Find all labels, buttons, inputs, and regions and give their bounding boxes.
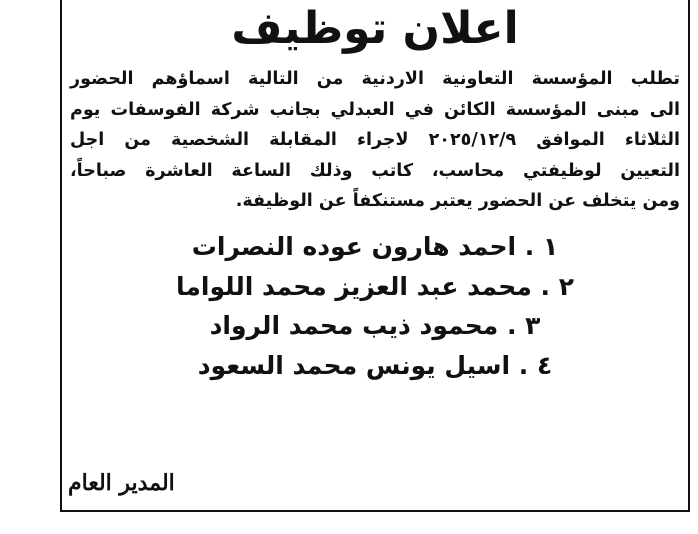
body-line: التعيين لوظيفتي محاسب، كاتب وذلك الساعة العاشرة صباحاً،	[70, 160, 680, 181]
candidate-name: ١ . احمد هارون عوده النصرات	[191, 232, 559, 261]
announcement-body	[70, 64, 680, 217]
candidate-name: ٣ . محمود ذيب محمد الرواد	[209, 311, 541, 340]
announcement-box	[60, 0, 690, 512]
body-line: الثلاثاء الموافق ٢٠٢٥/١٢/٩ لاجراء المقابلة الشخصية من اجل	[70, 130, 680, 150]
body-line: الى مبنى المؤسسة الكائن في العبدلي بجانب شركة الفوسفات يوم	[70, 99, 680, 120]
announcement-title: اعلان توظيف	[231, 3, 519, 54]
signature-title: المدير العام	[68, 470, 175, 496]
body-line: ومن يتخلف عن الحضور يعتبر مستنكفاً عن الوظيفة.	[235, 191, 680, 211]
candidate-name: ٤ . اسيل يونس محمد السعود	[197, 350, 553, 380]
signature-block	[62, 470, 688, 496]
body-line: تطلب المؤسسة التعاونية الاردنية من التالية اسماؤهم الحضور	[70, 69, 680, 89]
candidate-list	[62, 227, 688, 385]
candidate-name: ٢ . محمد عبد العزيز محمد اللواما	[176, 271, 574, 301]
